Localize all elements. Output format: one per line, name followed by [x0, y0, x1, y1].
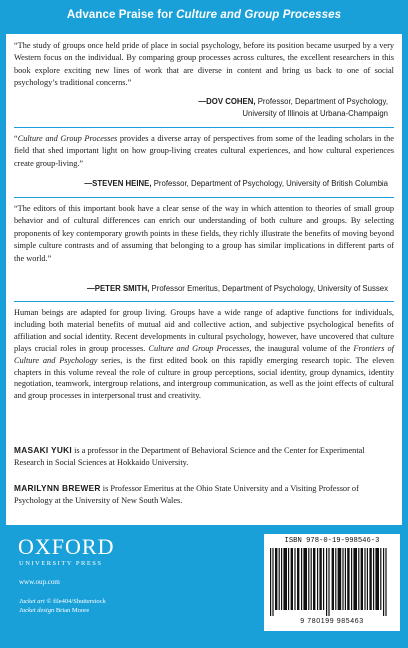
quote-heine: [14, 133, 394, 170]
praise-heading-prefix: Advance Praise for: [66, 9, 177, 21]
attribution-role: Professor, Department of Psychology,: [255, 97, 388, 106]
barcode-digits: 9 780199 985463: [300, 618, 364, 625]
bio-brewer: [14, 482, 394, 508]
quote-heine-title: Culture and Group Processes: [17, 134, 118, 143]
text-panel: [6, 34, 402, 525]
credit-label: Jacket design: [19, 607, 55, 614]
description-text: Human beings are adapted for group living. Groups have a wide range of adaptive functions for individuals, including both material benefits of mutual aid and collective action, and subjective psychological benefits of affiliation and social identity. Recent developments in cultural psychology, however, have uncovered that culture plays crucial roles in group processes.: [14, 308, 394, 353]
jacket-art-credit: [19, 597, 106, 606]
credit-value: © file404/Shutterstock: [46, 598, 106, 605]
isbn-label: ISBN 978-0-19-998546-3: [284, 537, 380, 545]
quote-smith-attribution: [87, 283, 388, 295]
attribution-name: —STEVEN HEINE,: [84, 179, 152, 188]
attribution-name: —DOV COHEN,: [198, 97, 256, 106]
credit-value: Brian Moore: [55, 607, 90, 614]
jacket-design-credit: [19, 606, 89, 615]
description-text: series, is the first edited book on this rapidly emerging research topic. The eleven chapters in this volume reveal the role of culture in group perceptions, social identity, group dynamics, identity negotiation, teamwork, intergroup relations, and intergroup communication, as well as the joint effects of cultural and group processes in interpersonal trust and creativity.: [14, 355, 394, 401]
credit-label: Jacket art: [19, 598, 45, 605]
praise-heading: [0, 9, 408, 21]
quote-heine-body: provides a diverse array of perspectives from some of the leading scholars in the field that shed important light on how group-living creates cultural experiences, and how cultural experiences create group-living.”: [14, 134, 394, 168]
description-book-title: Culture and Group Processes: [148, 343, 250, 353]
barcode-bars: [268, 548, 396, 616]
attribution-role: Professor Emeritus, Department of Psychology, University of Sussex: [149, 284, 388, 293]
divider: [14, 127, 394, 128]
quote-heine-open: “: [14, 134, 18, 143]
quote-smith: “The editors of this important book have a clear sense of the way in which attention to theories of small group behavior and of cultural differences can enrich our understanding of both culture and groups. By selecting proponents of key contemporary growth points in these fields, they richly illustrate the benefits of moving beyond simple culture contrasts and of assuming that belonging to a group has similar implications in different parts of the world.”: [14, 204, 394, 263]
description-series-title: Frontiers of Culture and Psychology: [14, 343, 394, 365]
description-text: , the inaugural volume of the: [249, 343, 354, 353]
attribution-name: —PETER SMITH,: [86, 284, 150, 293]
barcode: [264, 534, 400, 631]
praise-header: [0, 0, 408, 34]
praise-heading-book-title: Culture and Group Processes: [176, 9, 342, 21]
publisher-logo: OXFORD: [18, 534, 115, 559]
bio-yuki: [14, 444, 394, 470]
bio-name: MASAKI YUKI: [14, 445, 73, 455]
bio-text: is a professor in the Department of Behavioral Science and the Center for Experimental Research in Social Sciences at Hokkaido University.: [14, 446, 365, 468]
attribution-role: Professor, Department of Psychology, University of British Columbia: [151, 179, 388, 188]
bio-text: is Professor Emeritus at the Ohio State University and a Visiting Professor of Psychology at the University of New South Wales.: [14, 484, 359, 506]
divider: [14, 301, 394, 302]
attribution-affiliation: University of Illinois at Urbana-Champaign: [242, 109, 388, 119]
divider: [14, 197, 394, 198]
publisher-subtitle: UNIVERSITY PRESS: [19, 560, 103, 567]
quote-cohen: “The study of groups once held pride of place in social psychology, before its position became usurped by a very Western focus on the individual. By comparing group processes across cultures, the excellent researchers in this book explore exciting new lines of work that are diverse in content and bring us back to one of social psychology’s traditional concerns.”: [14, 41, 394, 88]
book-description: [14, 307, 394, 402]
quote-cohen-attribution: [198, 96, 388, 121]
bio-name: MARILYNN BREWER: [14, 483, 101, 493]
quote-heine-attribution: [84, 178, 388, 190]
publisher-url[interactable]: www.oup.com: [19, 578, 60, 586]
